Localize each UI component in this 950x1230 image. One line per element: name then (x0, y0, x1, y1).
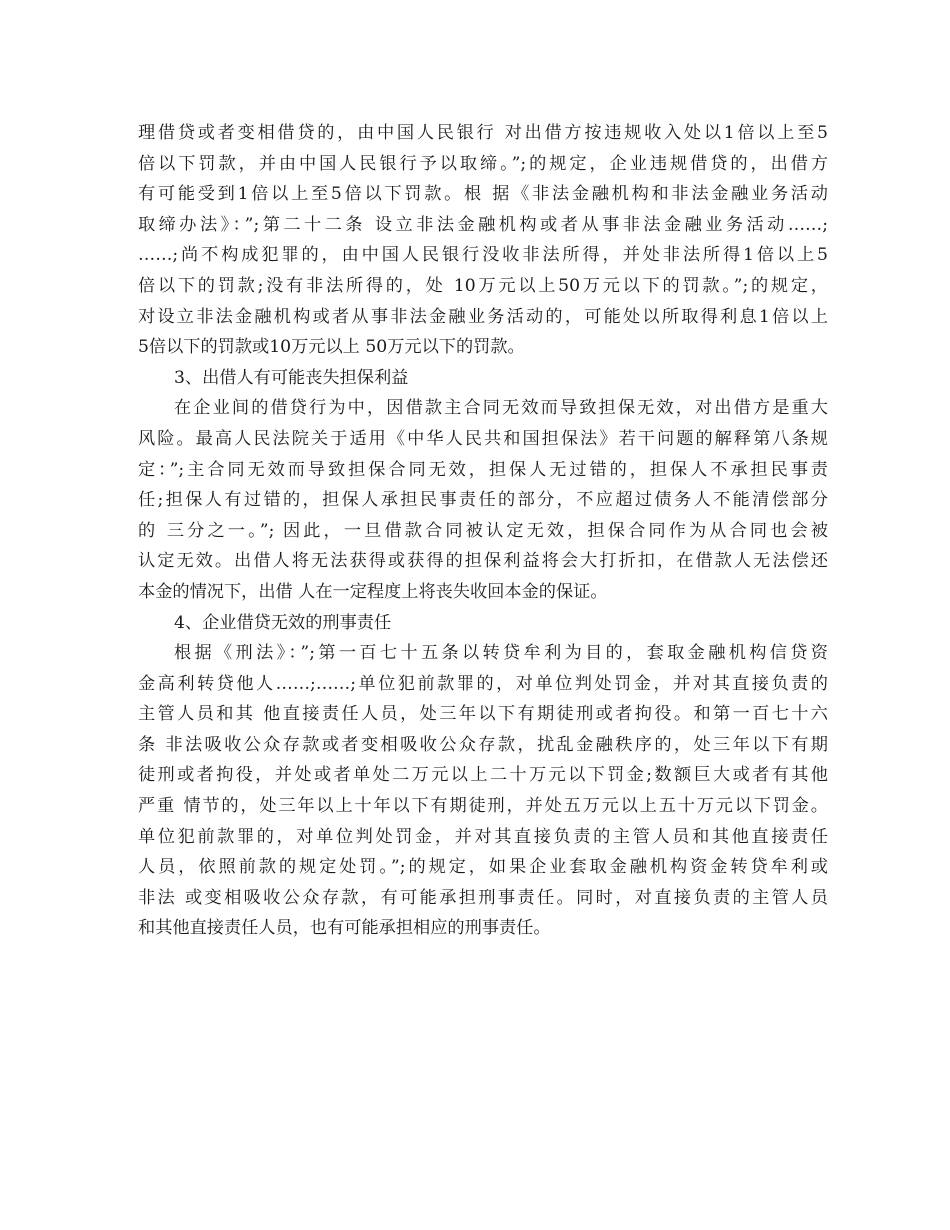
text-line: 倍以下罚款，并由中国人民银行予以取缔。”;的规定，企业违规借贷的，出借方 (138, 153, 828, 174)
text-line: 定：”;主合同无效而导致担保合同无效，担保人无过错的，担保人不承担民事责 (138, 459, 828, 480)
text-line: 有可能受到1倍以上至5倍以下罚款。根 据《非法金融机构和非法金融业务活动 (138, 184, 828, 205)
text-line: 金高利转贷他人……;……;单位犯前款罪的，对单位判处罚金，并对其直接负责的 (138, 673, 828, 694)
text-line: 在企业间的借贷行为中，因借款主合同无效而导致担保无效，对出借方是重大 (174, 398, 828, 419)
text-line: 条 非法吸收公众存款或者变相吸收公众存款，扰乱金融秩序的，处三年以下有期 (138, 734, 828, 755)
text-line: 认定无效。出借人将无法获得或获得的担保利益将会大打折扣，在借款人无法偿还 (138, 551, 828, 572)
text-line: 根据《刑法》：”;第一百七十五条以转贷牟利为目的，套取金融机构信贷资 (174, 643, 828, 664)
text-line: 主管人员和其 他直接责任人员，处三年以下有期徒刑或者拘役。和第一百七十六 (138, 704, 828, 725)
text-line: 取缔办法》：”;第二十二条 设立非法金融机构或者从事非法金融业务活动……; (138, 214, 828, 235)
text-line: 3、出借人有可能丧失担保利益 (174, 367, 409, 388)
text-line: 严重 情节的，处三年以上十年以下有期徒刑，并处五万元以上五十万元以下罚金。 (138, 796, 828, 817)
text-line: 人员，依照前款的规定处罚。”;的规定，如果企业套取金融机构资金转贷牟利或 (138, 857, 828, 878)
text-line: 风险。最高人民法院关于适用《中华人民共和国担保法》若干问题的解释第八条规 (138, 428, 828, 449)
text-line: 4、企业借贷无效的刑事责任 (174, 612, 392, 633)
text-line: 单位犯前款罪的，对单位判处罚金，并对其直接负责的主管人员和其他直接责任 (138, 826, 828, 847)
text-line: 本金的情况下，出借 人在一定程度上将丧失收回本金的保证。 (138, 581, 608, 602)
text-line: 倍以下的罚款;没有非法所得的，处 10万元以上50万元以下的罚款。”;的规定， (138, 275, 828, 296)
text-line: 任;担保人有过错的，担保人承担民事责任的部分，不应超过债务人不能清偿部分 (138, 490, 828, 511)
text-line: 的 三分之一。”; 因此，一旦借款合同被认定无效，担保合同作为从合同也会被 (138, 520, 828, 541)
text-line: 非法 或变相吸收公众存款，有可能承担刑事责任。同时，对直接负责的主管人员 (138, 887, 828, 908)
text-line: 理借贷或者变相借贷的，由中国人民银行 对出借方按违规收入处以1倍以上至5 (138, 123, 828, 143)
text-line: ……;尚不构成犯罪的，由中国人民银行没收非法所得，并处非法所得1倍以上5 (138, 245, 828, 266)
text-line: 徒刑或者拘役，并处或者单处二万元以上二十万元以下罚金;数额巨大或者有其他 (138, 765, 828, 786)
text-line: 对设立非法金融机构或者从事非法金融业务活动的，可能处以所取得利息1倍以上 (138, 306, 828, 327)
document-body (138, 118, 828, 944)
text-line: 和其他直接责任人员，也有可能承担相应的刑事责任。 (138, 918, 551, 939)
text-line: 5倍以下的罚款或10万元以上 50万元以下的罚款。 (138, 337, 525, 358)
